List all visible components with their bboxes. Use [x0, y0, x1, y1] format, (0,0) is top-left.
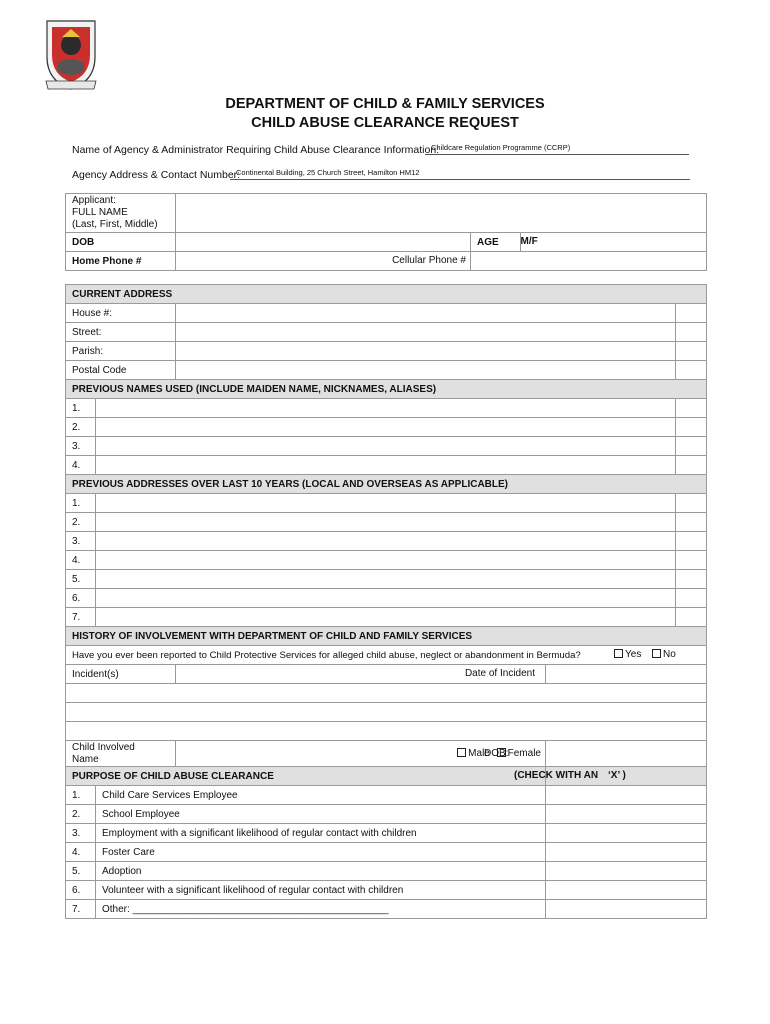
purpose-option-label: School Employee [96, 805, 546, 824]
child-dob-label: DOB: [484, 748, 509, 759]
purpose-number: 2. [66, 805, 96, 824]
parish-field[interactable] [176, 342, 676, 361]
purpose-header: PURPOSE OF CHILD ABUSE CLEARANCE [66, 767, 546, 786]
applicant-name-field[interactable] [176, 194, 707, 233]
purpose-check-field[interactable] [546, 786, 707, 805]
purpose-option-label: Adoption [96, 862, 546, 881]
purpose-option-label: Employment with a significant likelihood of regular contact with children [96, 824, 546, 843]
form-title-department: DEPARTMENT OF CHILD & FAMILY SERVICES [225, 96, 545, 112]
age-label: AGE [471, 233, 521, 252]
yes-checkbox[interactable] [614, 649, 623, 658]
child-involved-label: Child Involved Name [66, 741, 176, 767]
home-phone-field[interactable] [176, 252, 471, 271]
incident-line[interactable] [66, 703, 707, 722]
agency-address-label: Agency Address & Contact Number: [72, 169, 241, 181]
purpose-check-field[interactable] [546, 805, 707, 824]
applicant-table [65, 193, 707, 271]
list-item-number: 1. [66, 399, 96, 418]
list-item-number: 2. [66, 418, 96, 437]
previous-name-field[interactable] [96, 399, 676, 418]
previous-name-field[interactable] [96, 437, 676, 456]
cps-question-row [66, 646, 707, 665]
incidents-label: Incident(s) [66, 665, 176, 684]
incidents-field[interactable] [176, 665, 546, 684]
purpose-check-field[interactable] [546, 843, 707, 862]
current-address-header: CURRENT ADDRESS [66, 285, 707, 304]
list-item-number: 3. [66, 532, 96, 551]
male-checkbox[interactable] [457, 748, 466, 757]
applicant-name-label: Applicant: FULL NAME (Last, First, Middle) [66, 194, 176, 233]
purpose-option-label: Other: ______________________________________________ [96, 900, 546, 919]
previous-names-header: PREVIOUS NAMES USED (INCLUDE MAIDEN NAME, NICKNAMES, ALIASES) [66, 380, 707, 399]
dob-label: DOB [66, 233, 176, 252]
purpose-number: 7. [66, 900, 96, 919]
previous-name-field[interactable] [96, 418, 676, 437]
yes-option[interactable]: Yes [614, 649, 641, 660]
list-item-number: 1. [66, 494, 96, 513]
agency-address-field[interactable]: Continental Building, 25 Church Street, Hamilton HM12 [230, 168, 690, 180]
purpose-number: 5. [66, 862, 96, 881]
purpose-check-field[interactable] [546, 824, 707, 843]
list-item-number: 2. [66, 513, 96, 532]
agency-name-line [72, 144, 439, 156]
list-item-number: 4. [66, 551, 96, 570]
agency-address-line [72, 169, 240, 181]
purpose-number: 6. [66, 881, 96, 900]
purpose-number: 4. [66, 843, 96, 862]
purpose-option-label: Foster Care [96, 843, 546, 862]
street-field[interactable] [176, 323, 676, 342]
date-of-incident-label: Date of Incident [464, 668, 535, 679]
incident-line[interactable] [66, 684, 707, 703]
dob-field[interactable] [176, 233, 471, 252]
list-item-number: 4. [66, 456, 96, 475]
list-item-number: 6. [66, 589, 96, 608]
cell-phone-field[interactable] [471, 252, 707, 271]
agency-name-label: Name of Agency & Administrator Requiring Child Abuse Clearance Information: [72, 144, 440, 156]
postal-code-field[interactable] [176, 361, 676, 380]
female-option[interactable]: Female [497, 748, 541, 759]
male-option[interactable]: Male [457, 748, 490, 759]
purpose-number: 3. [66, 824, 96, 843]
previous-name-field[interactable] [96, 456, 676, 475]
home-phone-label: Home Phone # [66, 252, 176, 271]
list-item-number: 5. [66, 570, 96, 589]
no-option[interactable]: No [652, 649, 676, 660]
previous-address-field[interactable] [96, 589, 676, 608]
cps-question: Have you ever been reported to Child Protective Services for alleged child abuse, neglect or abandonment in Bermuda? [72, 649, 581, 661]
parish-label: Parish: [66, 342, 176, 361]
no-checkbox[interactable] [652, 649, 661, 658]
list-item-number: 7. [66, 608, 96, 627]
agency-name-field[interactable]: Childcare Regulation Programme (CCRP) [425, 143, 689, 155]
mf-label: M/F [657, 233, 707, 252]
previous-addresses-header: PREVIOUS ADDRESSES OVER LAST 10 YEARS (LOCAL AND OVERSEAS AS APPLICABLE) [66, 475, 707, 494]
previous-address-field[interactable] [96, 494, 676, 513]
previous-address-field[interactable] [96, 532, 676, 551]
purpose-check-field[interactable] [546, 862, 707, 881]
postal-code-label: Postal Code [66, 361, 176, 380]
house-label: House #: [66, 304, 176, 323]
cell-phone-label: Cellular Phone # [392, 255, 466, 266]
date-of-incident-field[interactable] [546, 665, 707, 684]
street-label: Street: [66, 323, 176, 342]
previous-address-field[interactable] [96, 513, 676, 532]
history-header: HISTORY OF INVOLVEMENT WITH DEPARTMENT OF CHILD AND FAMILY SERVICES [66, 627, 707, 646]
previous-address-field[interactable] [96, 551, 676, 570]
purpose-number: 1. [66, 786, 96, 805]
main-form-table [65, 284, 707, 919]
incident-line[interactable] [66, 722, 707, 741]
previous-address-field[interactable] [96, 570, 676, 589]
previous-address-field[interactable] [96, 608, 676, 627]
purpose-check-note: (CHECK WITH AN ‘X’ ) [546, 767, 707, 786]
bermuda-crest-logo [44, 17, 98, 91]
form-title-request: CHILD ABUSE CLEARANCE REQUEST [251, 115, 519, 131]
purpose-check-field[interactable] [546, 881, 707, 900]
purpose-check-field[interactable] [546, 900, 707, 919]
list-item-number: 3. [66, 437, 96, 456]
house-field[interactable] [176, 304, 676, 323]
purpose-option-label: Child Care Services Employee [96, 786, 546, 805]
purpose-option-label: Volunteer with a significant likelihood of regular contact with children [96, 881, 546, 900]
